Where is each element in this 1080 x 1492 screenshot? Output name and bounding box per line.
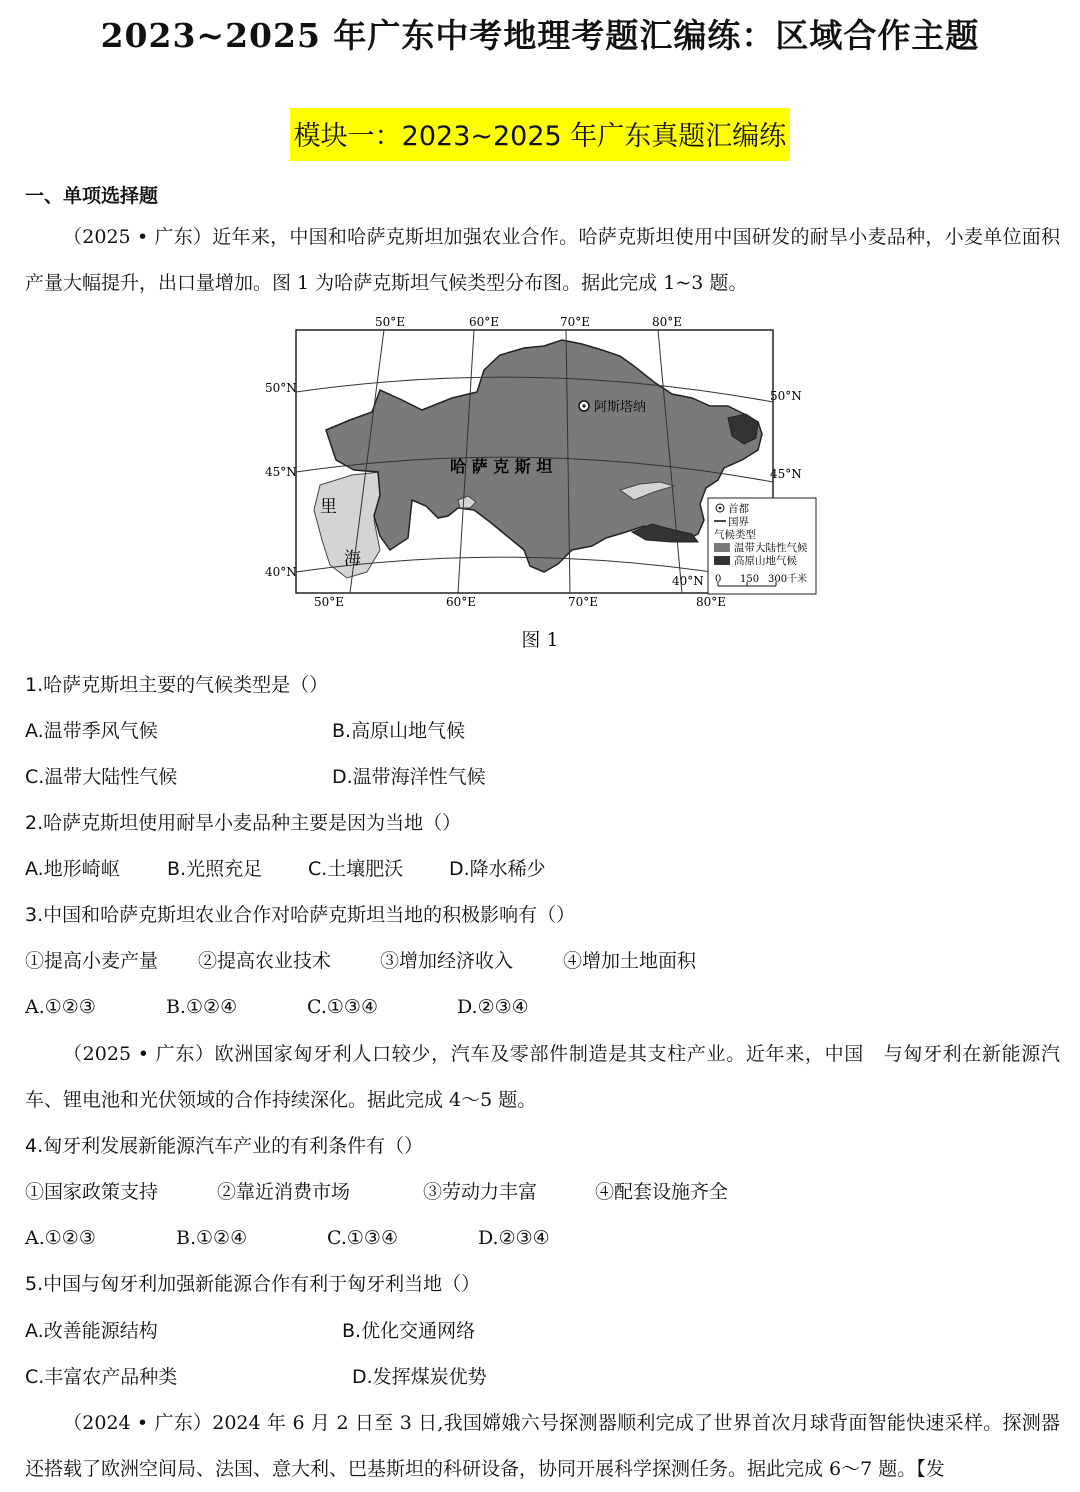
top-lon-label: 80°E <box>652 315 683 329</box>
right-lat-label: 45°N <box>770 467 802 481</box>
top-lon-label: 60°E <box>469 315 500 329</box>
q4-option-c: C.①③④ <box>327 1227 398 1249</box>
q2-option-a: A.地形崎岖 <box>25 858 120 880</box>
q4-item-2: ②靠近消费市场 <box>217 1181 351 1203</box>
top-longitude-labels <box>375 315 682 329</box>
q1-option-c: C.温带大陆性气候 <box>25 766 178 788</box>
q3-option-a: A.①②③ <box>25 996 96 1018</box>
legend-temperate-swatch <box>714 543 730 552</box>
kazakhstan-climate-map <box>262 310 822 610</box>
q1-stem: 1.哈萨克斯坦主要的气候类型是（） <box>25 674 329 696</box>
legend-highland-swatch <box>714 556 730 565</box>
sea-label-1: 里 <box>320 497 337 517</box>
bottom-longitude-labels <box>314 595 726 609</box>
passage-1: （2025 • 广东）近年来，中国和哈萨克斯坦加强农业合作。哈萨克斯坦使用中国研发的耐旱小麦品种，小麦单位面积产量大幅提升，出口量增加。图 1 为哈萨克斯坦气候类型分布图。据此完成 1~3 题。 <box>25 226 1060 294</box>
country-label: 哈 萨 克 斯 坦 <box>450 457 553 476</box>
q4-option-d: D.②③④ <box>478 1227 550 1249</box>
legend-climate-title: 气候类型 <box>714 529 756 541</box>
q4-item-1: ①国家政策支持 <box>25 1181 159 1203</box>
q4-stem: 4.匈牙利发展新能源汽车产业的有利条件有（） <box>25 1135 424 1157</box>
legend-border-label: 国界 <box>728 516 749 528</box>
legend-capital-icon-dot <box>719 507 722 510</box>
left-lat-label: 40°N <box>265 565 297 579</box>
left-latitude-labels <box>265 381 297 579</box>
q5-stem: 5.中国与匈牙利加强新能源合作有利于匈牙利当地（） <box>25 1273 481 1295</box>
capital-label: 阿斯塔纳 <box>594 400 647 415</box>
q2-option-b: B.光照充足 <box>167 858 263 880</box>
q1-option-a: A.温带季风气候 <box>25 720 158 742</box>
module-heading: 模块一：2023~2025 年广东真题汇编练 <box>290 108 791 161</box>
q5-option-b: B.优化交通网络 <box>342 1320 476 1342</box>
bottom-lon-label: 80°E <box>696 595 727 609</box>
q3-option-d: D.②③④ <box>457 996 529 1018</box>
q5-option-c: C.丰富农产品种类 <box>25 1366 178 1388</box>
q3-option-c: C.①③④ <box>307 996 378 1018</box>
q4-option-a: A.①②③ <box>25 1227 96 1249</box>
passage-3: （2024 • 广东）2024 年 6 月 2 日至 3 日,我国嫦娥六号探测器顺利完成了世界首次月球背面智能快速采样。探测器还搭载了欧洲空间局、法国、意大利、巴基斯坦的科研设备，协同开展科学探测任务。据此完成 6～7 题。【发 <box>25 1412 1060 1480</box>
passage-2: （2025 • 广东）欧洲国家匈牙利人口较少，汽车及零部件制造是其支柱产业。近年来，中国 与匈牙利在新能源汽车、锂电池和光伏领域的合作持续深化。据此完成 4～5 题。 <box>25 1043 1060 1111</box>
q1-option-b: B.高原山地气候 <box>332 720 466 742</box>
q4-item-3: ③劳动力丰富 <box>423 1181 538 1203</box>
legend-temperate-label: 温带大陆性气候 <box>734 542 808 554</box>
q5-option-d: D.发挥煤炭优势 <box>352 1366 487 1388</box>
module-heading-wrap <box>0 108 1080 161</box>
q5-option-a: A.改善能源结构 <box>25 1320 158 1342</box>
left-lat-label: 50°N <box>265 381 297 395</box>
q4-item-4: ④配套设施齐全 <box>595 1181 729 1203</box>
q2-option-d: D.降水稀少 <box>449 858 546 880</box>
q3-option-b: B.①②④ <box>166 996 238 1018</box>
legend-scale-label: 0 <box>715 574 722 585</box>
q1-option-d: D.温带海洋性气候 <box>332 766 486 788</box>
capital-dot <box>582 404 585 407</box>
right-lat-label: 40°N <box>672 574 704 588</box>
q3-item-4: ④增加土地面积 <box>563 950 697 972</box>
bottom-lon-label: 70°E <box>568 595 599 609</box>
page-title: 2023~2025 年广东中考地理考题汇编练：区域合作主题 <box>100 16 980 55</box>
top-lon-label: 70°E <box>560 315 591 329</box>
q2-option-c: C.土壤肥沃 <box>308 858 404 880</box>
left-lat-label: 45°N <box>265 465 297 479</box>
q3-item-2: ②提高农业技术 <box>198 950 332 972</box>
legend-scale-label: 300千米 <box>768 574 808 585</box>
map-legend <box>708 498 816 594</box>
figure-caption: 图 1 <box>521 629 559 651</box>
legend-highland-label: 高原山地气候 <box>734 555 797 567</box>
bottom-lon-label: 60°E <box>446 595 477 609</box>
legend-scale-label: 150 <box>740 574 760 585</box>
q3-stem: 3.中国和哈萨克斯坦农业合作对哈萨克斯坦当地的积极影响有（） <box>25 904 576 926</box>
q3-item-3: ③增加经济收入 <box>380 950 514 972</box>
top-lon-label: 50°E <box>375 315 406 329</box>
bottom-lon-label: 50°E <box>314 595 345 609</box>
legend-capital-label: 首都 <box>728 503 749 515</box>
section-heading: 一、单项选择题 <box>25 185 159 207</box>
q2-stem: 2.哈萨克斯坦使用耐旱小麦品种主要是因为当地（） <box>25 812 462 834</box>
sea-label-2: 海 <box>344 549 361 569</box>
right-lat-label: 50°N <box>770 389 802 403</box>
q4-option-b: B.①②④ <box>176 1227 248 1249</box>
q3-item-1: ①提高小麦产量 <box>25 950 159 972</box>
